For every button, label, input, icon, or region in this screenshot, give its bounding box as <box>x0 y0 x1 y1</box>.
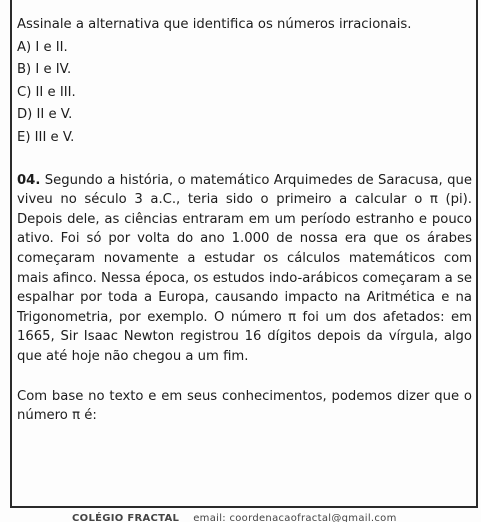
question-prompt: Com base no texto e em seus conhecimentos, podemos dizer que o número π é: <box>17 388 472 424</box>
right-border <box>476 0 478 508</box>
bottom-border <box>10 506 478 508</box>
option-b: B) I e IV. <box>17 62 72 78</box>
contact-email: email: coordenacaofractal@gmail.com <box>193 513 397 522</box>
option-e: E) III e V. <box>17 129 75 145</box>
question-content <box>17 15 472 426</box>
question-04 <box>17 171 472 367</box>
page-footer <box>72 512 472 522</box>
question-text: Segundo a história, o matemático Arquimedes de Saracusa, que viveu no século 3 a.C., teria sido o primeiro a calcular o π (pi). Depois dele, as ciências entraram em um período estranho e pouco ativo. Foi só por volta do ano 1.000 de nossa era que os árabes começaram novamente a estudar os cálculos matemáticos com mais afinco. Nessa época, os estudos indo-arábicos começaram a se espalhar por toda a Europa, causando impacto na Aritmética e na Trigonometria, por exemplo. O número π foi um dos afetados: em 1665, Sir Isaac Newton registrou 16 dígitos depois da vírgula, algo que até hoje não chegou a um fim. <box>17 172 472 364</box>
option-c: C) II e III. <box>17 84 76 100</box>
option-d: D) II e V. <box>17 107 73 123</box>
left-border <box>10 0 12 508</box>
option-a: A) I e II. <box>17 39 68 55</box>
school-name: COLÉGIO FRACTAL <box>72 513 180 522</box>
question-number: 04. <box>17 172 41 188</box>
previous-question-instruction: Assinale a alternativa que identifica os números irracionais. <box>17 17 412 32</box>
answer-options <box>17 38 472 148</box>
